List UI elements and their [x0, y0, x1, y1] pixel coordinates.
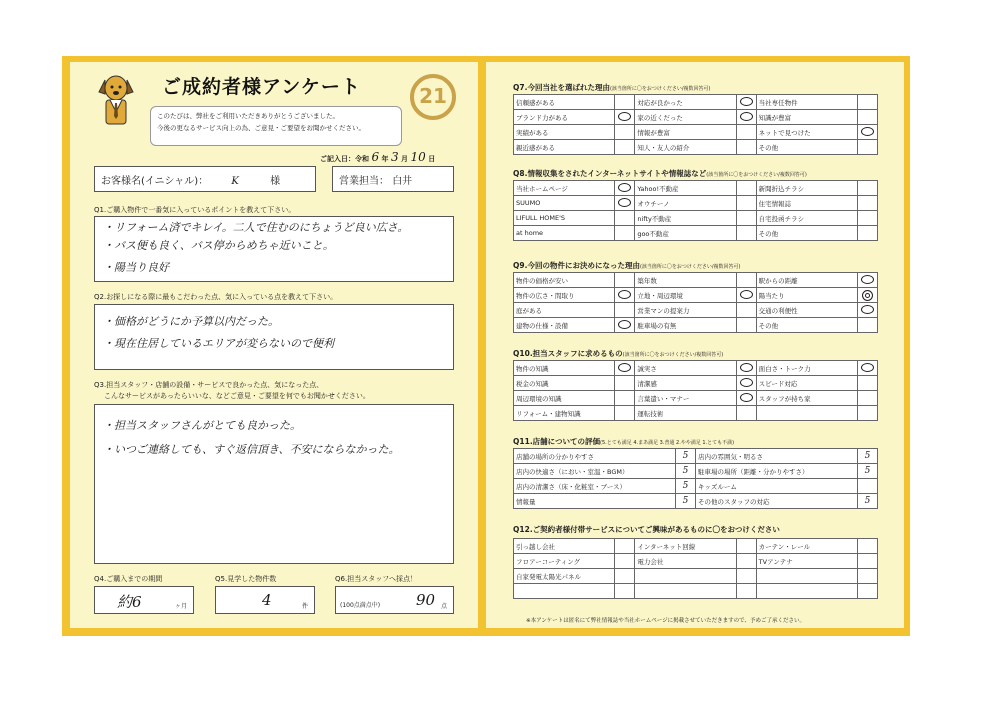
q7-table	[513, 94, 878, 155]
q7-option-label: その他	[756, 140, 857, 155]
q9-option-label: 物件の広さ・間取り	[514, 288, 615, 303]
table-row	[514, 125, 878, 140]
q9-option-mark[interactable]	[736, 273, 756, 288]
survey-left-page	[70, 62, 478, 628]
q9-option-mark[interactable]	[857, 288, 877, 303]
q2-answer-line: ・現在住居しているエリアが変らないので便利	[103, 337, 334, 350]
q9-option-label: 立地・周辺環境	[635, 288, 736, 303]
q10-title	[513, 348, 723, 359]
q12-option-mark[interactable]	[857, 584, 877, 599]
q10-option-label: 言葉遣い・マナー	[635, 391, 736, 406]
q7-option-label: 知人・友人の紹介	[635, 140, 736, 155]
q8-option-label: その他	[756, 226, 857, 241]
q11-option-mark[interactable]	[676, 449, 696, 464]
q11-option-mark[interactable]	[676, 479, 696, 494]
q11-option-label: 店舗の場所の分かりやすさ	[514, 449, 676, 464]
q10-option-mark[interactable]	[615, 361, 635, 376]
q10-option-mark[interactable]	[857, 376, 877, 391]
q12-option-label	[635, 569, 736, 584]
q7-option-label: 対応が良かった	[635, 95, 736, 110]
q9-option-mark[interactable]	[736, 288, 756, 303]
circle-mark-icon	[740, 112, 753, 121]
q9-option-label: 駅からの距離	[756, 273, 857, 288]
table-row	[514, 539, 878, 554]
q8-option-label: goo不動産	[635, 226, 736, 241]
q11-option-label: キッズルーム	[696, 479, 858, 494]
q11-rating-value: 5	[682, 451, 689, 461]
table-row	[514, 226, 878, 241]
q12-option-mark[interactable]	[736, 569, 756, 584]
q12-option-label	[756, 569, 857, 584]
q11-rating-value: 5	[864, 451, 871, 461]
q12-option-mark[interactable]	[857, 539, 877, 554]
circle-mark-icon	[861, 305, 874, 314]
q10-option-label: 清潔感	[635, 376, 736, 391]
q11-option-mark[interactable]	[858, 449, 878, 464]
q10-option-label: 税金の知識	[514, 376, 615, 391]
q2-answer-line: ・価格がどうにか予算以内だった。	[103, 315, 279, 328]
q10-option-mark[interactable]	[615, 376, 635, 391]
table-row	[514, 181, 878, 196]
q7-option-label: 情報が豊富	[635, 125, 736, 140]
sales-staff-value: 白井	[392, 176, 413, 187]
q1-answer-line: ・陽当り良好	[103, 261, 169, 274]
q7-option-label: 知識が豊富	[756, 110, 857, 125]
q10-option-label: 運転技術	[635, 406, 736, 421]
q10-option-mark[interactable]	[736, 391, 756, 406]
q11-table	[513, 448, 878, 509]
q12-option-label: インターネット回線	[635, 539, 736, 554]
q8-option-mark[interactable]	[615, 226, 635, 241]
circle-mark-icon	[740, 290, 753, 299]
logo-text: 21	[419, 84, 447, 108]
table-row	[514, 273, 878, 288]
q9-option-label: その他	[756, 318, 857, 333]
q11-title-text: Q11.店舗についての評価	[513, 437, 601, 446]
q12-option-mark[interactable]	[615, 554, 635, 569]
q12-option-label	[635, 584, 736, 599]
q6-answer-box[interactable]	[335, 586, 454, 614]
q11-option-label: 店内の快適さ（におい・室温・BGM）	[514, 464, 676, 479]
q7-option-mark[interactable]	[736, 125, 756, 140]
q8-option-mark[interactable]	[857, 196, 877, 211]
q9-option-label: 築年数	[635, 273, 736, 288]
q9-table	[513, 272, 878, 333]
q12-option-label: フロアーコーティング	[514, 554, 615, 569]
circle-mark-icon	[862, 290, 873, 301]
table-row	[514, 110, 878, 125]
q8-option-mark[interactable]	[736, 181, 756, 196]
q12-option-label: 電力会社	[635, 554, 736, 569]
q11-option-label: 店内の雰囲気・明るさ	[696, 449, 858, 464]
q10-option-mark[interactable]	[736, 406, 756, 421]
circle-mark-icon	[740, 97, 753, 106]
q2-question: Q2.お探しになる際に最もこだわった点、気に入っている点を教えて下さい。	[94, 293, 338, 301]
q7-option-label: 家の近くだった	[635, 110, 736, 125]
q8-table	[513, 180, 878, 241]
q6-question: Q6.担当スタッフへ採点！	[335, 575, 418, 583]
q8-option-label: Yahoo!不動産	[635, 181, 736, 196]
q8-option-label: 新聞折込チラシ	[756, 181, 857, 196]
q12-option-label: 引っ越し会社	[514, 539, 615, 554]
q9-option-mark[interactable]	[857, 273, 877, 288]
q10-option-mark[interactable]	[615, 391, 635, 406]
q12-option-label: 自家発電太陽光パネル	[514, 569, 615, 584]
q7-option-mark[interactable]	[736, 95, 756, 110]
q4-question: Q4.ご購入までの期間	[94, 575, 163, 583]
date-label: ご記入日：令和	[320, 155, 369, 163]
q9-title-text: Q9.今回の物件にお決めになった理由	[513, 261, 640, 270]
q11-option-label: 駐車場の場所（距離・分かりやすさ）	[696, 464, 858, 479]
footer-note: ※本アンケートは匿名にて弊社情報誌や当社ホームページに掲載させていただきますので、予めご了承ください。	[526, 618, 806, 624]
q11-rating-value: 5	[864, 496, 871, 506]
q4-answer-box[interactable]	[94, 586, 194, 614]
q1-answer-line: ・リフォーム済でキレイ。二人で住むのにちょうど良い広さ。	[103, 221, 409, 234]
q9-hint: (該当箇所に〇をおつけください/複数回答可)	[639, 264, 741, 270]
q7-option-mark[interactable]	[857, 125, 877, 140]
q12-option-mark[interactable]	[615, 569, 635, 584]
q10-option-mark[interactable]	[615, 406, 635, 421]
q10-option-label: 面白さ・トーク力	[756, 361, 857, 376]
q3-answer-line: ・担当スタッフさんがとても良かった。	[103, 419, 301, 432]
q11-title	[513, 436, 734, 447]
sales-staff-field[interactable]	[332, 166, 454, 192]
q9-option-label: 庭がある	[514, 303, 615, 318]
q10-hint: (該当箇所に〇をおつけください/複数回答可)	[622, 352, 724, 358]
greeting-line-1: このたびは、弊社をご利用いただきありがとうございました。	[157, 112, 339, 120]
q7-option-label: 実績がある	[514, 125, 615, 140]
q8-option-mark[interactable]	[736, 226, 756, 241]
q9-option-label: 交通の利便性	[756, 303, 857, 318]
q9-option-mark[interactable]	[615, 273, 635, 288]
table-row	[514, 391, 878, 406]
survey-right-page	[486, 62, 904, 628]
table-row	[514, 449, 878, 464]
survey-title: ご成約者様アンケート	[162, 76, 361, 98]
q10-option-label: 誠実さ	[635, 361, 736, 376]
date-day[interactable]: 10	[410, 150, 426, 164]
q9-option-label: 建物の仕様・設備	[514, 318, 615, 333]
q10-title-text: Q10.担当スタッフに求めるもの	[513, 349, 623, 358]
greeting-line-2: 今後の更なるサービス向上の為、ご意見・ご要望をお聞かせください。	[157, 124, 365, 132]
circle-mark-icon	[740, 363, 753, 372]
q7-title-text: Q7.今回当社を選ばれた理由	[513, 83, 610, 92]
table-row	[514, 211, 878, 226]
brand-logo	[410, 74, 456, 120]
q11-option-mark[interactable]	[676, 494, 696, 509]
q9-option-label: 営業マンの提案力	[635, 303, 736, 318]
date-day-unit: 日	[428, 155, 436, 163]
q3-answer-box[interactable]	[94, 404, 454, 564]
customer-name-label: お客様名(イニシャル)：	[101, 176, 209, 187]
q7-option-mark[interactable]	[857, 140, 877, 155]
table-row	[514, 318, 878, 333]
q10-option-mark[interactable]	[857, 406, 877, 421]
q9-option-label: 駐車場の有無	[635, 318, 736, 333]
q7-option-mark[interactable]	[857, 110, 877, 125]
table-row	[514, 376, 878, 391]
q7-option-label: ネットで見つけた	[756, 125, 857, 140]
q9-option-mark[interactable]	[736, 318, 756, 333]
table-row	[514, 95, 878, 110]
q10-table	[513, 360, 878, 421]
q10-option-label: 周辺環境の知識	[514, 391, 615, 406]
dog-mascot-icon	[96, 72, 136, 130]
greeting-bubble	[150, 106, 402, 146]
q12-title	[513, 524, 780, 535]
q2-answer-box[interactable]	[94, 304, 454, 370]
q8-option-label: at home	[514, 226, 615, 241]
q8-option-label: 住宅情報誌	[756, 196, 857, 211]
q9-option-label: 陽当たり	[756, 288, 857, 303]
customer-name-suffix: 様	[270, 176, 281, 187]
q7-option-mark[interactable]	[736, 110, 756, 125]
q12-option-mark[interactable]	[736, 554, 756, 569]
q8-option-label: オウチーノ	[635, 196, 736, 211]
q11-option-mark[interactable]	[676, 464, 696, 479]
q3-answer-line: ・いつご連絡しても、すぐ返信頂き、不安にならなかった。	[103, 443, 400, 456]
q12-option-mark[interactable]	[857, 569, 877, 584]
q8-option-mark[interactable]	[615, 211, 635, 226]
q8-option-label: 当社ホームページ	[514, 181, 615, 196]
q11-rating-value: 5	[864, 466, 871, 476]
q1-answer-line: ・バス便も良く、バス停からめちゃ近いこと。	[103, 239, 334, 252]
q7-option-label: 親近感がある	[514, 140, 615, 155]
q11-option-mark[interactable]	[858, 494, 878, 509]
q12-option-mark[interactable]	[615, 539, 635, 554]
q8-option-label: SUUMO	[514, 196, 615, 211]
q8-option-mark[interactable]	[736, 196, 756, 211]
date-year[interactable]: 6	[371, 150, 380, 164]
circle-mark-icon	[618, 112, 631, 121]
q9-option-mark[interactable]	[615, 303, 635, 318]
date-year-unit: 年	[381, 155, 389, 163]
q8-title	[513, 168, 807, 179]
q6-value: 90	[416, 591, 436, 609]
q7-option-mark[interactable]	[615, 140, 635, 155]
q11-rating-value: 5	[682, 481, 689, 491]
circle-mark-icon	[740, 378, 753, 387]
q12-option-label	[756, 584, 857, 599]
customer-name-value: K	[231, 176, 239, 187]
q9-option-label: 物件の価格が安い	[514, 273, 615, 288]
q4-value: 約6	[117, 593, 142, 611]
q7-option-mark[interactable]	[736, 140, 756, 155]
table-row	[514, 140, 878, 155]
q10-option-mark[interactable]	[736, 376, 756, 391]
q8-hint: (該当箇所に〇をおつけください/複数回答可)	[706, 172, 807, 178]
q7-option-mark[interactable]	[857, 95, 877, 110]
q12-title-text: Q12.ご契約者様付帯サービスについてご興味があるものに〇をおつけください	[513, 525, 780, 534]
q10-option-label	[756, 406, 857, 421]
table-row	[514, 406, 878, 421]
table-row	[514, 554, 878, 569]
q12-option-label: カーテン・レール	[756, 539, 857, 554]
q1-question: Q1.ご購入物件で一番気に入っているポイントを教えて下さい。	[94, 206, 296, 214]
q9-option-mark[interactable]	[615, 318, 635, 333]
q5-value: 4	[262, 591, 272, 609]
q8-option-label: nifty不動産	[635, 211, 736, 226]
q9-option-mark[interactable]	[857, 303, 877, 318]
q10-option-label: スピード対応	[756, 376, 857, 391]
q11-option-label: その他のスタッフの対応	[696, 494, 858, 509]
q10-option-label: スタッフが持ち家	[756, 391, 857, 406]
table-row	[514, 569, 878, 584]
circle-mark-icon	[618, 320, 631, 329]
q7-option-mark[interactable]	[615, 110, 635, 125]
q12-option-mark[interactable]	[615, 584, 635, 599]
q11-option-label: 店内の清潔さ（床・化粧室・ブース）	[514, 479, 676, 494]
q11-rating-value: 5	[682, 466, 689, 476]
q3-question-line-1: Q3.担当スタッフ・店舗の設備・サービスで良かった点、気になった点、	[94, 381, 324, 389]
circle-mark-icon	[861, 363, 874, 372]
q11-option-mark[interactable]	[858, 479, 878, 494]
q7-hint: (該当箇所に〇をおつけください/複数回答可)	[609, 86, 711, 92]
circle-mark-icon	[861, 127, 874, 136]
q10-option-mark[interactable]	[857, 391, 877, 406]
circle-mark-icon	[618, 183, 631, 192]
q8-option-mark[interactable]	[857, 211, 877, 226]
q12-option-label: TVアンテナ	[756, 554, 857, 569]
q7-option-label: 信頼感がある	[514, 95, 615, 110]
table-row	[514, 288, 878, 303]
table-row	[514, 361, 878, 376]
q11-option-mark[interactable]	[858, 464, 878, 479]
q11-option-label: 情報量	[514, 494, 676, 509]
q8-option-label: 自宅投函チラシ	[756, 211, 857, 226]
q7-option-label: 当社専任物件	[756, 95, 857, 110]
q8-option-mark[interactable]	[736, 211, 756, 226]
circle-mark-icon	[740, 393, 753, 402]
q3-question-line-2: こんなサービスがあったらいいな、などご意見・ご要望を何でもお聞かせください。	[104, 392, 370, 400]
q5-unit: 件	[301, 603, 308, 610]
q8-option-mark[interactable]	[857, 181, 877, 196]
q7-option-label: ブランド力がある	[514, 110, 615, 125]
q5-question: Q5.見学した物件数	[215, 575, 277, 583]
q10-option-label: 物件の知識	[514, 361, 615, 376]
q12-option-mark[interactable]	[736, 539, 756, 554]
q12-option-mark[interactable]	[857, 554, 877, 569]
q10-option-mark[interactable]	[857, 361, 877, 376]
table-row	[514, 196, 878, 211]
q7-option-mark[interactable]	[615, 125, 635, 140]
q9-option-mark[interactable]	[857, 318, 877, 333]
q12-table	[513, 538, 878, 599]
table-row	[514, 464, 878, 479]
q11-rating-value: 5	[682, 496, 689, 506]
circle-mark-icon	[618, 363, 631, 372]
q8-option-mark[interactable]	[857, 226, 877, 241]
q12-option-label	[514, 584, 615, 599]
q3-question	[94, 380, 370, 402]
q5-answer-box[interactable]	[215, 586, 315, 614]
q7-title	[513, 82, 711, 93]
sales-staff-label: 営業担当：	[339, 176, 389, 187]
q8-title-text: Q8.情報収集をされたインターネットサイトや情報誌など	[513, 169, 707, 178]
q8-option-label: LIFULL HOME'S	[514, 211, 615, 226]
entry-date	[320, 150, 435, 164]
q9-option-mark[interactable]	[736, 303, 756, 318]
date-month[interactable]: 3	[390, 150, 399, 164]
date-month-unit: 月	[401, 155, 409, 163]
customer-name-field[interactable]	[94, 166, 316, 192]
table-row	[514, 584, 878, 599]
q6-prefix: (100点満点中)	[340, 602, 381, 609]
q4-unit: ヶ月	[174, 603, 187, 610]
q9-title	[513, 260, 741, 271]
q7-option-mark[interactable]	[615, 95, 635, 110]
table-row	[514, 303, 878, 318]
q9-option-mark[interactable]	[615, 288, 635, 303]
circle-mark-icon	[618, 290, 631, 299]
q6-unit: 点	[440, 603, 447, 610]
table-row	[514, 494, 878, 509]
q12-option-mark[interactable]	[736, 584, 756, 599]
q1-answer-box[interactable]	[94, 216, 454, 282]
q8-option-mark[interactable]	[615, 196, 635, 211]
circle-mark-icon	[861, 275, 874, 284]
q10-option-label: リフォーム・建物知識	[514, 406, 615, 421]
q8-option-mark[interactable]	[615, 181, 635, 196]
q11-hint: (5.とても満足 4.まあ満足 3.普通 2.やや満足 1.とても不満)	[600, 440, 735, 446]
q10-option-mark[interactable]	[736, 361, 756, 376]
circle-mark-icon	[618, 198, 631, 207]
table-row	[514, 479, 878, 494]
